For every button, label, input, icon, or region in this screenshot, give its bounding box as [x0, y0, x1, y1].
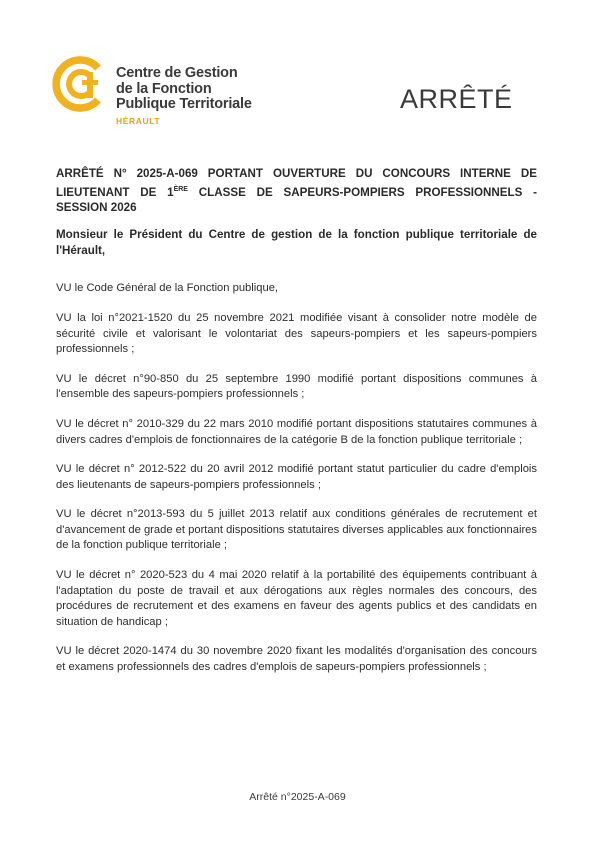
org-name-line-2: de la Fonction [116, 80, 212, 97]
vu-paragraph-8: VU le décret 2020-1474 du 30 novembre 2020 fixant les modalités d'organisation des concours et examens professionnels des cadres d'emplois de sapeurs-pompiers professionnels ; [56, 645, 537, 674]
document-body [56, 166, 537, 676]
decree-title [56, 166, 537, 215]
document-header [0, 0, 595, 130]
decree-title-part-2: CLASSE DE SAPEURS-POMPIERS PROFESSIONNELS - SESSION 2026 [56, 185, 537, 214]
vu-paragraph-2: VU la loi n°2021-1520 du 25 novembre 2021 modifiée visant à consolider notre modèle de sécurité civile et valorisant le volontariat des sapeurs-pompiers et les sapeurs-pompiers professionnels ; [56, 311, 537, 356]
decree-title-part-1: ARRÊTÉ N° 2025-A-069 PORTANT OUVERTURE DU CONCOURS INTERNE DE LIEUTENANT DE 1 [56, 167, 537, 199]
vu-paragraph-4: VU le décret n° 2010-329 du 22 mars 2010 modifié portant dispositions statutaires communes à divers cadres d'emplois de fonctionnaires de la catégorie B de la fonction publique territoriale ; [56, 417, 537, 446]
vu-paragraph-5: VU le décret n° 2012-522 du 20 avril 2012 modifié portant statut particulier du cadre d'emplois des lieutenants de sapeurs-pompiers professionnels ; [56, 463, 537, 491]
cdg-logo-icon [52, 56, 108, 112]
vu-paragraph-1: VU le Code Général de la Fonction publique, [56, 282, 279, 295]
vu-paragraph-3: VU le décret n°90-850 du 25 septembre 1990 modifié portant dispositions communes à l'ensemble des sapeurs-pompiers professionnels ; [56, 372, 537, 401]
org-region: HÉRAULT [116, 115, 161, 126]
page-footer: Arrêté n°2025-A-069 [249, 791, 346, 803]
vu-paragraph-6: VU le décret n°2013-593 du 5 juillet 2013 relatif aux conditions générales de recrutement et d'avancement de grade et portant dispositions statutaires diverses applicables aux fonctionnaires de la fonction publique territoriale ; [56, 508, 537, 552]
decree-title-superscript: ÈRE [173, 185, 188, 193]
document-type: ARRÊTÉ [400, 84, 513, 114]
preamble: Monsieur le Président du Centre de gestion de la fonction publique territoriale de l'Hérault, [56, 228, 537, 257]
vu-paragraph-7: VU le décret n° 2020-523 du 4 mai 2020 relatif à la portabilité des équipements contribuant à l'adaptation du poste de travail et aux dérogations aux règles normales des concours, des procédures de recrutement et des examens en faveur des agents publics et des candidats en situation de handicap ; [56, 569, 537, 628]
organization-name [116, 66, 252, 129]
org-name-line-3: Publique Territoriale [116, 96, 252, 112]
org-name-line-1: Centre de Gestion [116, 65, 238, 81]
